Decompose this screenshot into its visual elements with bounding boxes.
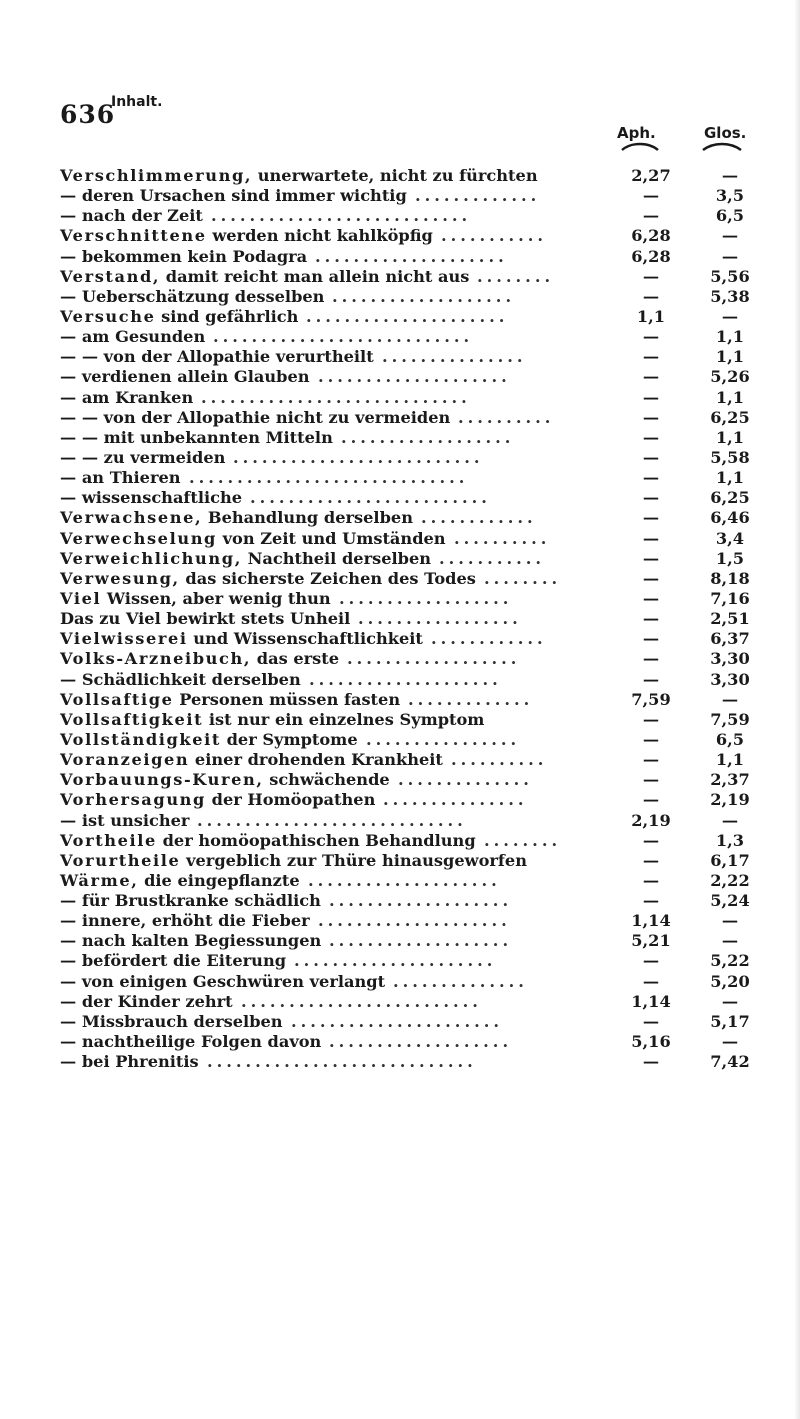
leader-dots: .................... <box>308 870 501 890</box>
index-entry <box>60 166 760 186</box>
entry-text <box>60 529 446 549</box>
entry-keyword: Verwachsene, <box>60 508 203 528</box>
leader-dots: ................... <box>329 931 513 951</box>
aph-reference: — <box>642 729 660 749</box>
aph-reference: — <box>642 790 660 810</box>
aph-reference: — <box>642 971 660 991</box>
entry-text <box>60 589 331 609</box>
leader-dots: ............................ <box>207 1052 477 1072</box>
entry-text <box>60 327 205 347</box>
index-entry <box>60 931 760 951</box>
glos-reference: 3,30 <box>710 669 750 689</box>
entry-text <box>60 468 181 488</box>
aph-reference: — <box>642 508 660 528</box>
index-entry <box>60 649 760 669</box>
glos-reference: 5,22 <box>710 951 750 971</box>
glos-reference: 3,30 <box>710 649 750 669</box>
entry-description: damit reicht man allein nicht aus <box>160 266 470 286</box>
index-entry <box>60 891 760 911</box>
aph-reference: — <box>642 850 660 870</box>
aph-reference: — <box>642 609 660 629</box>
glos-reference: 6,5 <box>715 206 745 226</box>
glos-reference: 1,1 <box>715 427 745 447</box>
leader-dots: .......................... <box>233 447 484 467</box>
aph-reference: 1,1 <box>636 306 666 326</box>
leader-dots: ................... <box>329 891 513 911</box>
entry-description: sind gefährlich <box>155 306 299 326</box>
aph-reference: — <box>642 649 660 669</box>
entry-description: — — mit unbekannten Mitteln <box>60 427 333 447</box>
entry-text <box>60 448 225 468</box>
glos-reference: — <box>721 306 739 326</box>
entry-keyword: Viel <box>60 588 102 608</box>
index-entry <box>60 347 760 367</box>
aph-reference: — <box>642 548 660 568</box>
column-header-aph: Aph. <box>617 124 656 142</box>
entry-keyword: Vorbauungs-Kuren, <box>60 770 264 790</box>
aph-reference: — <box>642 488 660 508</box>
aph-reference: 6,28 <box>631 246 671 266</box>
aph-reference: — <box>642 750 660 770</box>
entry-keyword: Wärme, <box>60 870 139 890</box>
leader-dots: ........ <box>484 830 562 850</box>
entry-text <box>60 609 350 629</box>
aph-reference: 5,16 <box>631 1032 671 1052</box>
aph-reference: — <box>642 206 660 226</box>
glos-reference: 1,5 <box>715 548 745 568</box>
glos-reference: 5,17 <box>710 1011 750 1031</box>
glos-reference: 5,24 <box>710 891 750 911</box>
entry-text <box>60 569 476 589</box>
glos-reference: 1,1 <box>715 750 745 770</box>
index-entry <box>60 1012 760 1032</box>
index-entry <box>60 609 760 629</box>
index-entry <box>60 831 760 851</box>
entry-description: der Homöopathen <box>205 790 376 810</box>
glos-reference: 6,5 <box>715 729 745 749</box>
index-entry <box>60 770 760 790</box>
entry-description: die eingepflanzte <box>138 870 300 890</box>
entry-text <box>60 931 321 951</box>
entry-text <box>60 811 189 831</box>
aph-reference: — <box>642 629 660 649</box>
index-entry <box>60 730 760 750</box>
index-entry <box>60 589 760 609</box>
leader-dots: ............. <box>408 689 534 709</box>
aph-reference: — <box>642 327 660 347</box>
index-entry <box>60 710 760 730</box>
leader-dots: ..................... <box>306 306 509 326</box>
aph-reference: — <box>642 830 660 850</box>
glos-reference: 5,58 <box>710 447 750 467</box>
entry-description: — deren Ursachen sind immer wichtig <box>60 186 407 206</box>
index-entry <box>60 327 760 347</box>
entry-keyword: Verwechselung <box>60 528 217 548</box>
entry-text <box>60 730 358 750</box>
glos-reference: — <box>721 810 739 830</box>
entry-text <box>60 690 400 710</box>
aph-reference: — <box>642 891 660 911</box>
aph-reference: — <box>642 568 660 588</box>
glos-reference: 1,1 <box>715 468 745 488</box>
glos-reference: 1,3 <box>715 830 745 850</box>
entry-keyword: Versuche <box>60 306 156 326</box>
leader-dots: .................... <box>309 669 502 689</box>
entry-description: — innere, erhöht die Fieber <box>60 911 310 931</box>
leader-dots: ......................... <box>241 991 482 1011</box>
index-entry <box>60 1032 760 1052</box>
glos-reference: 7,16 <box>710 588 750 608</box>
glos-reference: — <box>721 166 739 185</box>
entry-description: — von einigen Geschwüren verlangt <box>60 971 386 991</box>
leader-dots: ........................... <box>213 327 474 347</box>
aph-reference: — <box>642 528 660 548</box>
index-entry <box>60 226 760 246</box>
entry-description: — nach der Zeit <box>60 206 203 226</box>
leader-dots: ......................... <box>250 488 491 508</box>
entry-text <box>60 851 527 871</box>
aph-reference: — <box>642 870 660 890</box>
column-headers <box>0 124 800 164</box>
glos-reference: 3,5 <box>715 186 745 206</box>
entry-description: werden nicht kahlköpfig <box>206 226 433 246</box>
entry-description: — — zu vermeiden <box>60 447 226 467</box>
entry-description: — Ueberschätzung desselben <box>60 286 325 306</box>
leader-dots: ................ <box>366 729 521 749</box>
glos-reference: — <box>721 689 739 709</box>
aph-reference: — <box>642 468 660 488</box>
glos-reference: 6,17 <box>710 850 750 870</box>
entry-text <box>60 710 484 730</box>
leader-dots: .......... <box>454 528 551 548</box>
aph-reference: — <box>642 266 660 286</box>
entry-keyword: Vorurtheile <box>60 850 181 870</box>
leader-dots: .................. <box>339 588 513 608</box>
aph-reference: — <box>642 286 660 306</box>
index-entry <box>60 408 760 428</box>
entry-text <box>60 790 375 810</box>
index-entry <box>60 287 760 307</box>
entry-keyword: Verschlimmerung, <box>60 166 253 185</box>
index-entry <box>60 247 760 267</box>
glos-reference: — <box>721 991 739 1011</box>
leader-dots: ............ <box>421 508 537 528</box>
entry-description: das sicherste Zeichen des Todes <box>179 568 476 588</box>
leader-dots: ........ <box>477 266 555 286</box>
glos-reference: 6,25 <box>710 488 750 508</box>
entry-text <box>60 951 286 971</box>
leader-dots: .............. <box>398 770 533 790</box>
index-entry <box>60 529 760 549</box>
index-entries <box>60 166 760 1072</box>
aph-reference: 5,21 <box>631 931 671 951</box>
leader-dots: .................. <box>341 427 515 447</box>
index-entry <box>60 992 760 1012</box>
entry-description: — befördert die Eiterung <box>60 951 287 971</box>
entry-text <box>60 508 413 528</box>
brace-glos-icon <box>702 142 742 152</box>
entry-text <box>60 186 407 206</box>
entry-text <box>60 831 476 851</box>
leader-dots: ................... <box>329 1032 513 1052</box>
entry-text <box>60 1012 283 1032</box>
entry-description: der homöopathischen Behandlung <box>156 830 476 850</box>
aph-reference: 6,28 <box>631 226 671 246</box>
entry-text <box>60 267 469 287</box>
entry-description: Wissen, aber wenig thun <box>101 588 331 608</box>
entry-description: von Zeit und Umständen <box>216 528 446 548</box>
glos-reference: 2,37 <box>710 770 750 790</box>
aph-reference: — <box>642 447 660 467</box>
leader-dots: .................... <box>315 246 508 266</box>
entry-keyword: Vollsaftigkeit <box>60 709 204 729</box>
aph-reference: — <box>642 347 660 367</box>
aph-reference: — <box>642 709 660 729</box>
glos-reference: 1,1 <box>715 347 745 367</box>
glos-reference: 6,46 <box>710 508 750 528</box>
leader-dots: .......... <box>458 407 555 427</box>
index-entry <box>60 388 760 408</box>
entry-description: — Missbrauch derselben <box>60 1011 283 1031</box>
entry-text <box>60 307 298 327</box>
glos-reference: — <box>721 931 739 951</box>
leader-dots: ........... <box>439 548 545 568</box>
aph-reference: — <box>642 669 660 689</box>
aph-reference: 1,14 <box>631 991 671 1011</box>
glos-reference: 6,25 <box>710 407 750 427</box>
entry-description: — für Brustkranke schädlich <box>60 891 321 911</box>
entry-description: einer drohenden Krankheit <box>189 750 443 770</box>
glos-reference: 2,22 <box>710 870 750 890</box>
index-entry <box>60 428 760 448</box>
glos-reference: — <box>721 246 739 266</box>
aph-reference: — <box>642 387 660 407</box>
glos-reference: 5,38 <box>710 286 750 306</box>
entry-description: ist nur ein einzelnes Symptom <box>203 709 485 729</box>
entry-description: — — von der Allopathie verurtheilt <box>60 347 374 367</box>
entry-text <box>60 367 310 387</box>
column-header-glos: Glos. <box>704 124 747 142</box>
entry-text <box>60 408 450 428</box>
leader-dots: .......... <box>451 750 548 770</box>
entry-text <box>60 287 324 307</box>
glos-reference: 2,51 <box>710 609 750 629</box>
aph-reference: — <box>642 186 660 206</box>
entry-description: — bei Phrenitis <box>60 1052 199 1072</box>
entry-description: — Schädlichkeit derselben <box>60 669 301 689</box>
glos-reference: 5,56 <box>710 266 750 286</box>
index-entry <box>60 367 760 387</box>
index-entry <box>60 267 760 287</box>
index-entry <box>60 448 760 468</box>
glos-reference: 7,59 <box>710 709 750 729</box>
entry-description: — bekommen kein Podagra <box>60 246 308 266</box>
entry-description: schwächende <box>263 770 390 790</box>
aph-reference: 2,27 <box>631 166 671 185</box>
entry-description: — nach kalten Begiessungen <box>60 931 322 951</box>
entry-description: — wissenschaftliche <box>60 488 243 508</box>
entry-text <box>60 770 390 790</box>
aph-reference: 1,14 <box>631 911 671 931</box>
leader-dots: ............... <box>382 347 527 367</box>
leader-dots: ............... <box>383 790 528 810</box>
entry-text <box>60 891 321 911</box>
aph-reference: — <box>642 1052 660 1072</box>
glos-reference: 6,37 <box>710 629 750 649</box>
index-entry <box>60 186 760 206</box>
entry-text <box>60 629 423 649</box>
aph-reference: — <box>642 407 660 427</box>
index-entry <box>60 307 760 327</box>
scan-edge-shadow <box>794 0 800 1419</box>
index-entry <box>60 488 760 508</box>
entry-keyword: Volks-Arzneibuch, <box>60 649 252 669</box>
entry-keyword: Verstand, <box>60 266 161 286</box>
entry-text <box>60 992 233 1012</box>
leader-dots: ............................ <box>197 810 467 830</box>
entry-description: — ist unsicher <box>60 810 190 830</box>
glos-reference: 5,26 <box>710 367 750 387</box>
entry-description: der Symptome <box>220 729 358 749</box>
glos-reference: — <box>721 911 739 931</box>
entry-keyword: Vorhersagung <box>60 790 206 810</box>
entry-description: unerwartete, nicht zu fürchten <box>252 166 538 185</box>
entry-description: — an Thieren <box>60 468 181 488</box>
entry-text <box>60 247 307 267</box>
entry-description: und Wissenschaftlichkeit <box>187 629 423 649</box>
entry-description: Nachtheil derselben <box>241 548 432 568</box>
glos-reference: 1,1 <box>715 327 745 347</box>
index-entry <box>60 911 760 931</box>
leader-dots: ..................... <box>294 951 497 971</box>
entry-keyword: Vollständigkeit <box>60 729 221 749</box>
index-entry <box>60 508 760 528</box>
page-number: 636 <box>60 100 116 129</box>
leader-dots: ........................... <box>211 206 472 226</box>
entry-description: Personen müssen fasten <box>173 689 401 709</box>
index-entry <box>60 468 760 488</box>
aph-reference: 7,59 <box>631 689 671 709</box>
entry-keyword: Vielwisserei <box>60 629 188 649</box>
entry-description: — der Kinder zehrt <box>60 991 233 1011</box>
leader-dots: .............. <box>393 971 528 991</box>
entry-text <box>60 750 443 770</box>
aph-reference: 2,19 <box>631 810 671 830</box>
index-entry <box>60 790 760 810</box>
index-entry <box>60 951 760 971</box>
entry-description: — am Gesunden <box>60 327 206 347</box>
index-entry <box>60 569 760 589</box>
entry-keyword: Verwesung, <box>60 568 180 588</box>
glos-reference: 7,42 <box>710 1052 750 1072</box>
entry-text <box>60 488 242 508</box>
entry-text <box>60 388 193 408</box>
glos-reference: 1,1 <box>715 387 745 407</box>
entry-text <box>60 972 385 992</box>
index-entry <box>60 549 760 569</box>
entry-keyword: Verweichlichung, <box>60 548 242 568</box>
entry-text <box>60 670 301 690</box>
aph-reference: — <box>642 951 660 971</box>
aph-reference: — <box>642 367 660 387</box>
leader-dots: ...................... <box>291 1011 503 1031</box>
index-entry <box>60 750 760 770</box>
entry-description: das erste <box>251 649 340 669</box>
entry-text <box>60 347 374 367</box>
glos-reference: — <box>721 226 739 246</box>
entry-text <box>60 911 310 931</box>
entry-description: Behandlung derselben <box>202 508 413 528</box>
glos-reference: 8,18 <box>710 568 750 588</box>
leader-dots: ................. <box>358 609 522 629</box>
leader-dots: ................... <box>332 286 516 306</box>
index-entry <box>60 871 760 891</box>
entry-description: vergeblich zur Thüre hinausgeworfen <box>180 850 527 870</box>
entry-description: — — von der Allopathie nicht zu vermeiden <box>60 407 451 427</box>
entry-text <box>60 206 203 226</box>
entry-text <box>60 1032 321 1052</box>
leader-dots: ........ <box>484 568 562 588</box>
leader-dots: .................... <box>318 367 511 387</box>
entry-description: Das zu Viel bewirkt stets Unheil <box>60 609 351 629</box>
leader-dots: .................... <box>318 911 511 931</box>
aph-reference: — <box>642 1011 660 1031</box>
entry-text <box>60 871 300 891</box>
aph-reference: — <box>642 427 660 447</box>
glos-reference: 2,19 <box>710 790 750 810</box>
entry-description: — am Kranken <box>60 387 194 407</box>
leader-dots: ............................. <box>189 468 469 488</box>
index-entry <box>60 851 760 871</box>
index-entry <box>60 811 760 831</box>
entry-text <box>60 428 333 448</box>
entry-keyword: Vortheile <box>60 830 157 850</box>
entry-keyword: Vollsaftige <box>60 689 174 709</box>
index-entry <box>60 206 760 226</box>
brace-aph-icon <box>621 142 659 152</box>
entry-keyword: Voranzeigen <box>60 750 190 770</box>
entry-text <box>60 649 339 669</box>
entry-text <box>60 166 538 186</box>
glos-reference: — <box>721 1032 739 1052</box>
leader-dots: ............. <box>415 186 541 206</box>
entry-text <box>60 226 433 246</box>
page-title: Inhalt. <box>111 94 163 110</box>
index-entry <box>60 972 760 992</box>
leader-dots: ............ <box>431 629 547 649</box>
aph-reference: — <box>642 588 660 608</box>
leader-dots: ........... <box>441 226 547 246</box>
aph-reference: — <box>642 770 660 790</box>
glos-reference: 5,20 <box>710 971 750 991</box>
leader-dots: ............................ <box>201 387 471 407</box>
entry-text <box>60 549 431 569</box>
entry-text <box>60 1052 199 1072</box>
index-entry <box>60 670 760 690</box>
leader-dots: .................. <box>347 649 521 669</box>
entry-keyword: Verschnittene <box>60 226 207 246</box>
index-entry <box>60 690 760 710</box>
entry-description: — nachtheilige Folgen davon <box>60 1032 322 1052</box>
index-entry <box>60 629 760 649</box>
index-entry <box>60 1052 760 1072</box>
glos-reference: 3,4 <box>715 528 745 548</box>
entry-description: — verdienen allein Glauben <box>60 367 310 387</box>
